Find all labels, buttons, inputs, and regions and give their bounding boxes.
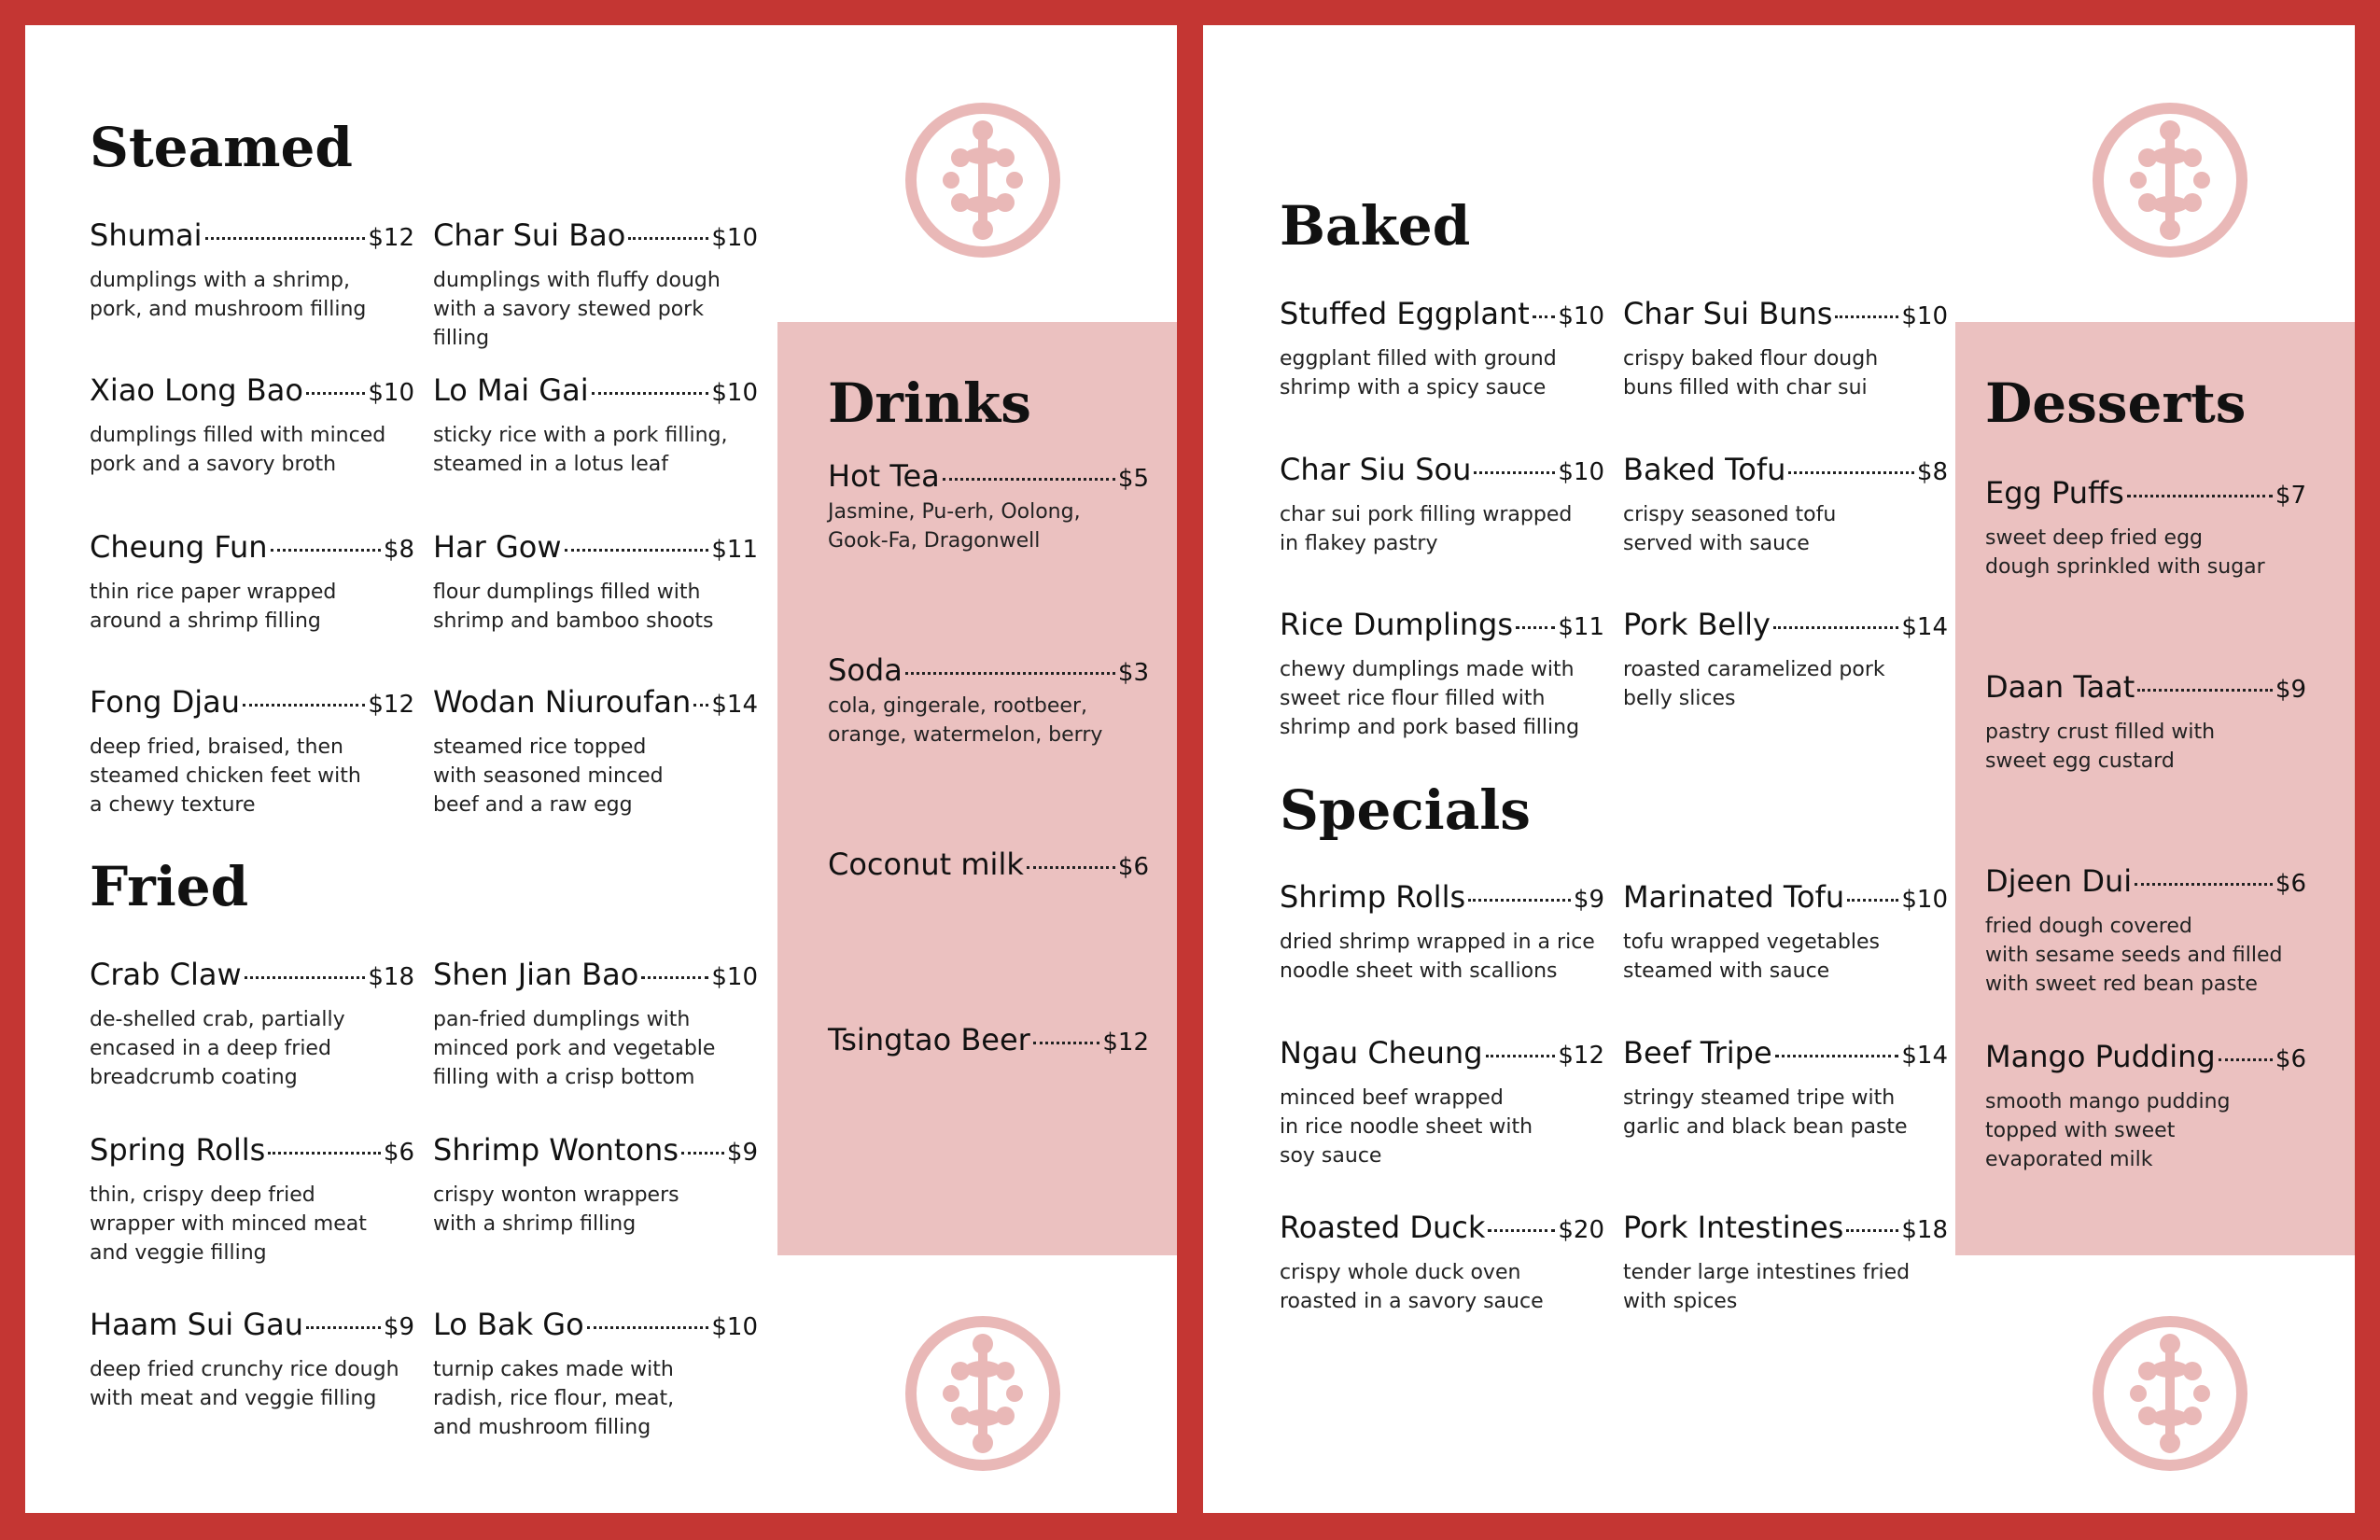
item-description: cola, gingerale, rootbeer, orange, watermelon, berry — [828, 694, 1103, 747]
item-name: Marinated Tofu — [1623, 879, 1845, 915]
dot-leader — [943, 478, 1115, 481]
item-name: Shen Jian Bao — [433, 957, 639, 992]
item-name: Roasted Duck — [1280, 1210, 1486, 1245]
menu-item — [433, 529, 758, 636]
item-description: pastry crust filled with sweet egg custard — [1985, 721, 2216, 773]
item-description: pan-fried dumplings with minced pork and vegetable filling with a crisp bottom — [433, 1008, 716, 1089]
dot-leader — [1486, 1055, 1556, 1057]
item-name: Beef Tripe — [1623, 1035, 1772, 1071]
menu-item — [828, 1022, 1149, 1057]
dot-leader — [268, 1152, 381, 1155]
item-description: sticky rice with a pork filling, steamed in a lotus leaf — [433, 424, 728, 476]
dot-leader — [2219, 1058, 2273, 1061]
menu-item — [1280, 607, 1604, 742]
item-price: $9 — [2275, 676, 2306, 704]
dot-leader — [1033, 1042, 1100, 1044]
dot-leader — [1533, 315, 1556, 318]
dot-leader — [565, 549, 709, 552]
dot-leader — [587, 1326, 709, 1329]
item-description: crispy baked flour dough buns filled with char sui — [1623, 347, 1879, 399]
desserts-title: Desserts — [1985, 371, 2247, 435]
menu-item — [1623, 879, 1948, 986]
item-description: turnip cakes made with radish, rice flour, meat, and mushroom filling — [433, 1358, 675, 1439]
menu-item — [433, 372, 758, 479]
flower-emblem-icon — [903, 100, 1063, 260]
item-description: sweet deep fried egg dough sprinkled with sugar — [1985, 526, 2265, 579]
item-price: $6 — [2275, 870, 2306, 898]
item-price: $6 — [1117, 853, 1149, 881]
item-name: Pork Intestines — [1623, 1210, 1844, 1245]
item-name: Lo Mai Gai — [433, 372, 589, 408]
item-name: Char Sui Bao — [433, 217, 626, 253]
item-price: $6 — [383, 1139, 414, 1167]
dot-leader — [1847, 899, 1898, 902]
item-price: $9 — [1573, 886, 1604, 914]
item-price: $18 — [1901, 1216, 1948, 1244]
steamed-title: Steamed — [90, 116, 353, 179]
item-description: dumplings filled with minced pork and a savory broth — [90, 424, 386, 476]
specials-title: Specials — [1280, 778, 1531, 842]
item-price: $10 — [368, 379, 414, 407]
item-description: de-shelled crab, partially encased in a deep fried breadcrumb coating — [90, 1008, 345, 1089]
baked-title: Baked — [1280, 194, 1471, 258]
item-price: $18 — [368, 963, 414, 991]
item-description: flour dumplings filled with shrimp and bamboo shoots — [433, 581, 714, 633]
menu-page-right — [1203, 25, 2355, 1513]
fried-title: Fried — [90, 855, 249, 918]
item-name: Shrimp Rolls — [1280, 879, 1466, 915]
menu-item — [1280, 1210, 1604, 1316]
menu-item — [433, 217, 758, 353]
item-description: thin rice paper wrapped around a shrimp filling — [90, 581, 337, 633]
dot-leader — [1488, 1229, 1555, 1232]
item-name: Spring Rolls — [90, 1132, 266, 1168]
item-description: smooth mango pudding topped with sweet evaporated milk — [1985, 1090, 2231, 1171]
item-name: Shrimp Wontons — [433, 1132, 679, 1168]
dot-leader — [628, 237, 708, 240]
dot-leader — [306, 1326, 381, 1329]
drinks-panel — [777, 322, 1177, 1255]
item-description: tender large intestines fried with spices — [1623, 1261, 1911, 1313]
dot-leader — [205, 237, 366, 240]
item-description: steamed rice topped with seasoned minced beef and a raw egg — [433, 735, 664, 817]
dot-leader — [243, 704, 365, 707]
item-name: Egg Puffs — [1985, 475, 2124, 511]
menu-item — [1623, 1210, 1948, 1316]
item-price: $10 — [711, 1313, 758, 1341]
flower-emblem-icon — [903, 1313, 1063, 1474]
menu-item — [1985, 1039, 2306, 1174]
item-price: $14 — [711, 691, 758, 719]
item-price: $9 — [726, 1139, 758, 1167]
menu-item — [90, 217, 414, 324]
item-name: Haam Sui Gau — [90, 1307, 303, 1342]
item-name: Coconut milk — [828, 847, 1024, 882]
item-name: Char Siu Sou — [1280, 452, 1472, 487]
menu-item — [1985, 669, 2306, 776]
item-price: $12 — [368, 224, 414, 252]
item-description: dried shrimp wrapped in a rice noodle sheet with scallions — [1280, 931, 1595, 983]
item-name: Mango Pudding — [1985, 1039, 2216, 1074]
menu-item — [90, 957, 414, 1092]
item-price: $10 — [1901, 886, 1948, 914]
item-description: fried dough covered with sesame seeds and filled with sweet red bean paste — [1985, 915, 2283, 996]
item-price: $10 — [711, 963, 758, 991]
menu-item — [828, 458, 1149, 555]
item-price: $10 — [711, 379, 758, 407]
item-name: Daan Taat — [1985, 669, 2135, 705]
menu-item — [90, 372, 414, 479]
dot-leader — [1788, 471, 1914, 474]
item-description: char sui pork filling wrapped in flakey pastry — [1280, 503, 1573, 555]
item-price: $12 — [368, 691, 414, 719]
dot-leader — [592, 392, 709, 395]
dot-leader — [681, 1152, 724, 1155]
menu-item — [90, 1307, 414, 1413]
item-name: Har Gow — [433, 529, 562, 565]
item-description: tofu wrapped vegetables steamed with sauce — [1623, 931, 1880, 983]
item-price: $9 — [383, 1313, 414, 1341]
item-price: $14 — [1901, 613, 1948, 641]
menu-item — [1280, 452, 1604, 558]
item-description: crispy wonton wrappers with a shrimp filling — [433, 1183, 679, 1236]
flower-emblem-icon — [2090, 100, 2250, 260]
dot-leader — [1835, 315, 1898, 318]
menu-item — [1623, 452, 1948, 558]
dot-leader — [1516, 626, 1555, 629]
dot-leader — [271, 549, 381, 552]
item-name: Crab Claw — [90, 957, 242, 992]
item-price: $10 — [1558, 458, 1604, 486]
flower-emblem-icon — [2090, 1313, 2250, 1474]
item-name: Djeen Dui — [1985, 863, 2133, 899]
item-name: Cheung Fun — [90, 529, 268, 565]
menu-item — [1985, 475, 2306, 581]
item-description: stringy steamed tripe with garlic and black bean paste — [1623, 1086, 1908, 1139]
item-name: Stuffed Eggplant — [1280, 296, 1530, 331]
item-description: chewy dumplings made with sweet rice flour filled with shrimp and pork based filling — [1280, 658, 1580, 739]
item-name: Xiao Long Bao — [90, 372, 303, 408]
menu-item — [433, 957, 758, 1092]
menu-item — [828, 652, 1149, 749]
dot-leader — [905, 672, 1115, 675]
dot-leader — [693, 704, 708, 707]
item-description: eggplant filled with ground shrimp with a spicy sauce — [1280, 347, 1557, 399]
menu-item — [1985, 863, 2306, 999]
item-name: Soda — [828, 652, 903, 688]
item-price: $7 — [2275, 482, 2306, 510]
dot-leader — [1773, 626, 1898, 629]
dot-leader — [2137, 689, 2273, 692]
item-price: $8 — [1916, 458, 1948, 486]
dot-leader — [1474, 471, 1555, 474]
menu-item — [1280, 296, 1604, 402]
item-name: Shumai — [90, 217, 203, 253]
item-price: $12 — [1558, 1042, 1604, 1070]
item-description: dumplings with a shrimp, pork, and mushroom filling — [90, 269, 367, 321]
menu-item — [90, 529, 414, 636]
dot-leader — [306, 392, 365, 395]
dot-leader — [1775, 1055, 1899, 1057]
item-price: $14 — [1901, 1042, 1948, 1070]
item-name: Tsingtao Beer — [828, 1022, 1030, 1057]
menu-item — [1623, 296, 1948, 402]
menu-item — [828, 847, 1149, 882]
item-price: $10 — [1901, 302, 1948, 330]
item-price: $3 — [1117, 659, 1149, 687]
dot-leader — [641, 976, 708, 979]
menu-item — [1280, 1035, 1604, 1170]
item-name: Wodan Niuroufan — [433, 684, 692, 720]
item-price: $11 — [711, 536, 758, 564]
item-description: crispy seasoned tofu served with sauce — [1623, 503, 1837, 555]
item-price: $11 — [1558, 613, 1604, 641]
item-description: deep fried crunchy rice dough with meat and veggie filling — [90, 1358, 399, 1410]
item-name: Ngau Cheung — [1280, 1035, 1483, 1071]
dot-leader — [1027, 866, 1115, 869]
menu-page-left — [25, 25, 1177, 1513]
item-name: Char Sui Buns — [1623, 296, 1833, 331]
item-name: Rice Dumplings — [1280, 607, 1514, 642]
dot-leader — [2135, 883, 2273, 886]
menu-item — [90, 684, 414, 819]
item-description: crispy whole duck oven roasted in a savory sauce — [1280, 1261, 1544, 1313]
item-name: Fong Djau — [90, 684, 241, 720]
item-price: $8 — [383, 536, 414, 564]
dot-leader — [245, 976, 366, 979]
item-name: Hot Tea — [828, 458, 940, 494]
item-price: $10 — [1558, 302, 1604, 330]
desserts-panel — [1955, 322, 2355, 1255]
menu-item — [1280, 879, 1604, 986]
item-description: dumplings with fluffy dough with a savory stewed pork filling — [433, 269, 721, 350]
menu-item — [433, 1132, 758, 1239]
item-price: $10 — [711, 224, 758, 252]
item-name: Lo Bak Go — [433, 1307, 584, 1342]
menu-item — [433, 1307, 758, 1442]
drinks-title: Drinks — [828, 371, 1031, 435]
dot-leader — [2127, 495, 2273, 497]
item-name: Baked Tofu — [1623, 452, 1786, 487]
item-description: deep fried, braised, then steamed chicken feet with a chewy texture — [90, 735, 361, 817]
menu-item — [1623, 607, 1948, 713]
dot-leader — [1846, 1229, 1898, 1232]
menu-item — [90, 1132, 414, 1267]
menu-item — [1623, 1035, 1948, 1141]
dot-leader — [1468, 899, 1571, 902]
item-name: Pork Belly — [1623, 607, 1771, 642]
menu-item — [433, 684, 758, 819]
item-description: Jasmine, Pu-erh, Oolong, Gook-Fa, Dragonwell — [828, 500, 1081, 553]
item-price: $6 — [2275, 1045, 2306, 1073]
item-description: roasted caramelized pork belly slices — [1623, 658, 1885, 710]
item-price: $12 — [1102, 1029, 1149, 1057]
item-price: $20 — [1558, 1216, 1604, 1244]
item-description: minced beef wrapped in rice noodle sheet with soy sauce — [1280, 1086, 1533, 1168]
item-description: thin, crispy deep fried wrapper with minced meat and veggie filling — [90, 1183, 367, 1265]
item-price: $5 — [1117, 465, 1149, 493]
